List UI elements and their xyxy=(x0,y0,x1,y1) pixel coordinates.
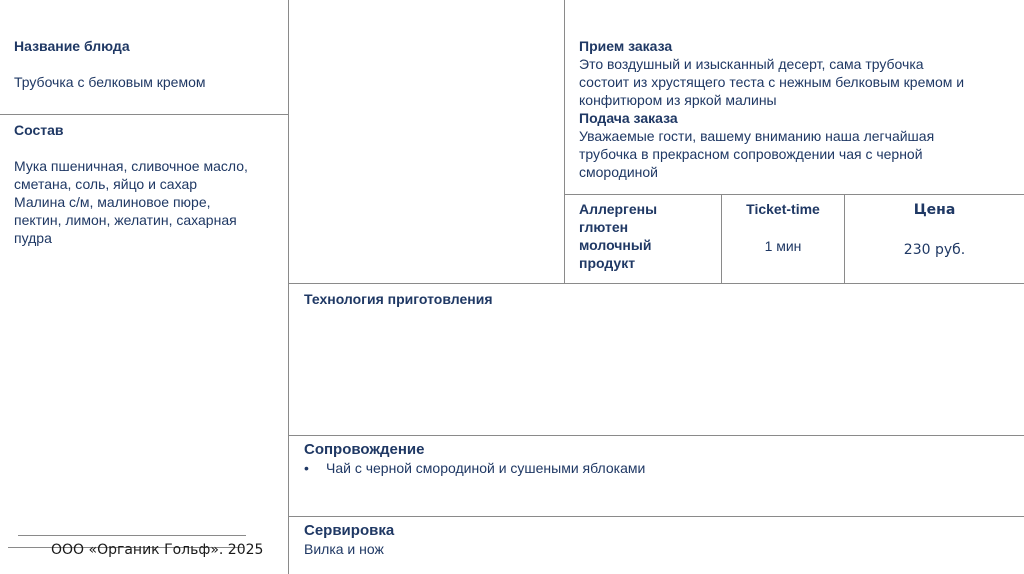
allergens-cell xyxy=(579,200,719,272)
order-line: состоит из хрустящего теста с нежным белковым кремом и xyxy=(579,74,965,90)
accompaniment-cell xyxy=(304,441,1004,477)
bullet-icon: • xyxy=(304,460,309,476)
price-title: Цена xyxy=(913,202,956,218)
dish-name: Трубочка с белковым кремом xyxy=(14,74,206,90)
tableware-cell xyxy=(304,522,1004,558)
composition-line: пудра xyxy=(14,230,52,246)
accompaniment-title: Сопровождение xyxy=(304,441,425,458)
grid-line-h-mid xyxy=(288,283,1024,284)
grid-line-h-tech xyxy=(288,435,1024,436)
grid-line-h-accomp xyxy=(288,516,1024,517)
ticket-value: 1 мин xyxy=(764,238,802,254)
composition-line: Мука пшеничная, сливочное масло, xyxy=(14,158,248,174)
ticket-cell xyxy=(722,200,844,255)
order-line: конфитюром из яркой малины xyxy=(579,92,777,108)
accompaniment-item xyxy=(304,459,1004,477)
grid-line-h-left xyxy=(0,114,289,115)
allergens-line: Аллергены xyxy=(579,201,658,217)
order-title: Прием заказа xyxy=(579,38,673,54)
composition-cell xyxy=(14,121,286,247)
composition-line: сметана, соль, яйцо и сахар xyxy=(14,176,198,192)
composition-line: Малина с/м, малиновое пюре, xyxy=(14,194,211,210)
price-value: 230 руб. xyxy=(903,242,966,258)
order-cell xyxy=(579,37,1019,181)
ticket-title: Ticket-time xyxy=(746,201,820,217)
grid-line-h-right-1 xyxy=(564,194,1024,195)
allergens-line: глютен xyxy=(579,219,629,235)
tableware-value: Вилка и нож xyxy=(304,541,384,557)
serving-order-line: Уважаемые гости, вашему вниманию наша легчайшая xyxy=(579,128,935,144)
order-line: Это воздушный и изысканный десерт, сама трубочка xyxy=(579,56,924,72)
accompaniment-item-text: Чай с черной смородиной и сушеными яблоками xyxy=(326,460,646,476)
allergens-line: продукт xyxy=(579,255,636,271)
grid-line-v-left xyxy=(288,0,289,574)
dish-title: Название блюда xyxy=(14,38,130,54)
technology-title: Технология приготовления xyxy=(304,291,493,307)
grid-line-v-mid xyxy=(564,0,565,283)
footer-company: ООО «Органик Гольф». 2025 xyxy=(51,542,264,558)
serving-order-title: Подача заказа xyxy=(579,110,678,126)
technology-cell xyxy=(304,290,1004,308)
composition-line: пектин, лимон, желатин, сахарная xyxy=(14,212,237,228)
allergens-line: молочный xyxy=(579,237,652,253)
footer-line-1 xyxy=(18,535,246,536)
serving-order-line: трубочка в прекрасном сопровождении чая с черной xyxy=(579,146,923,162)
composition-title: Состав xyxy=(14,122,64,138)
price-cell xyxy=(845,201,1024,259)
tableware-title: Сервировка xyxy=(304,522,395,539)
dish-cell xyxy=(14,37,284,91)
serving-order-line: смородиной xyxy=(579,164,659,180)
